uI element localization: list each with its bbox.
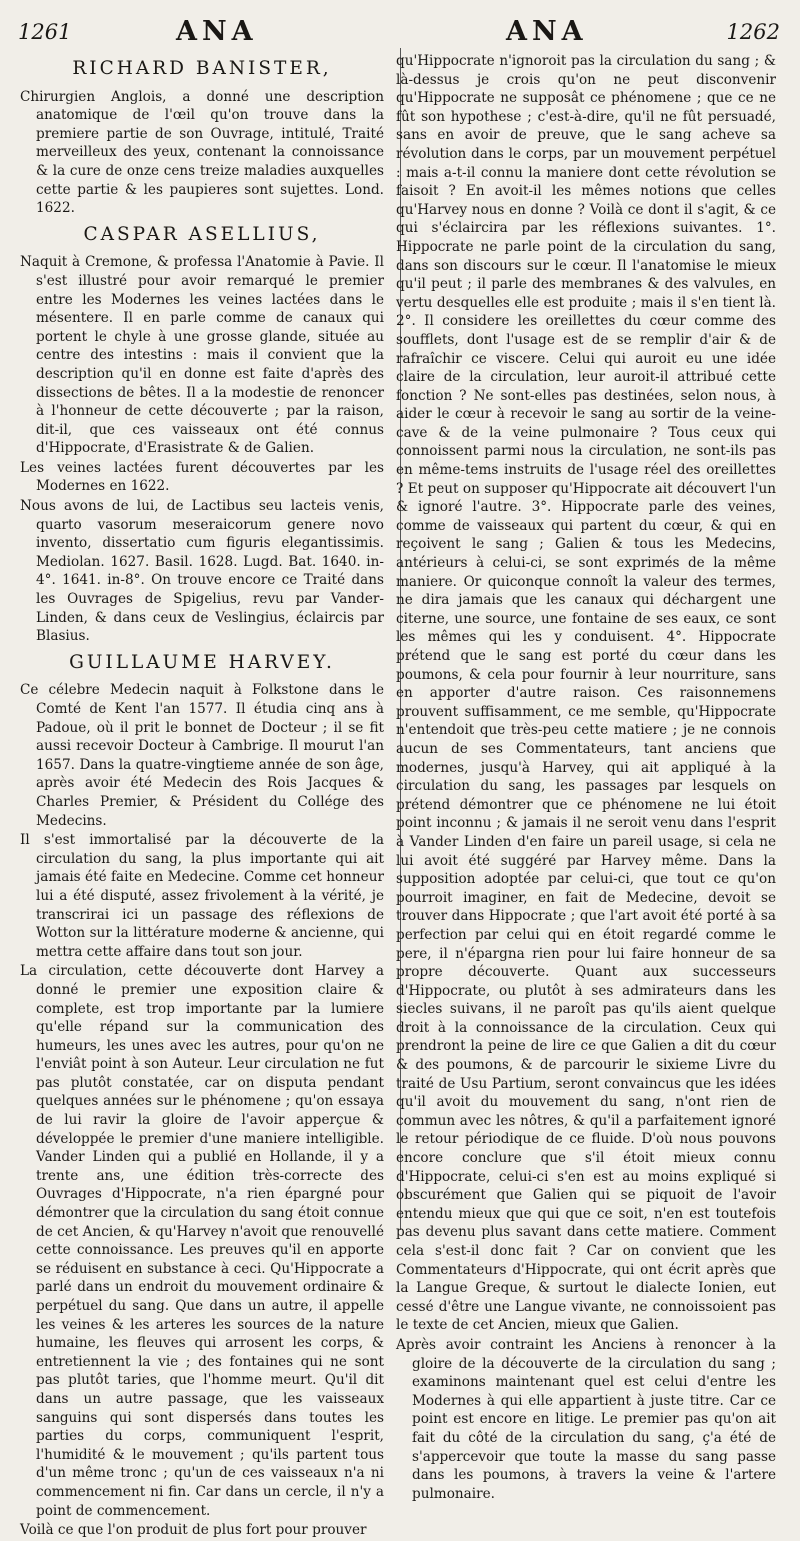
right-column <box>396 52 776 1504</box>
page-header <box>0 16 800 46</box>
paragraph-continuation: qu'Hippocrate n'ignoroit pas la circulation du sang ; & là-dessus je crois qu'on ne peut disconvenir qu'Hippocrate ne supposât ce phénomene ; que ce ne fût son hypothese ; c'est-à-dire, qu'il ne fût persuadé, sans en avoir de preuve, que le sang acheve sa révolution dans le corps, par un mouvement perpétuel : mais a-t-il connu la maniere dont cette révolution se faisoit ? En avoit-il les mêmes notions que celles qu'Harvey nous en donne ? Voilà ce dont il s'agit, & ce qui s'éclaircira par les réflexions suivantes. 1°. Hippocrate ne parle point de la circulation du sang, dans son discours sur le cœur. Il l'anatomise le mieux qu'il peut ; il parle des membranes & des valvules, en vertu desquelles elle est produite ; mais il s'en tient là. 2°. Il considere les oreillettes du cœur comme des soufflets, dont l'usage est de se remplir d'air & de rafraîchir ce viscere. Celui qui auroit eu une idée claire de la circulation, leur auroit-il attribué cette fonction ? Ne sont-elles pas destinées, selon nous, à aider le cœur à recevoir le sang au sortir de la veine-cave & de la veine pulmonaire ? Tous ceux qui connoissent parmi nous la circulation, ne sont-ils pas en même-tems instruits de l'usage réel des oreillettes ? Et peut on supposer qu'Hippocrate ait découvert l'un & ignoré l'autre. 3°. Hippocrate parle des veines, comme de vaisseaux qui partent du cœur, & qui en reçoivent le sang ; Galien & tous les Medecins, antérieurs à celui-ci, se sont exprimés de la même maniere. Or quiconque connoît la valeur des termes, ne dira jamais que les canaux qui déchargent une citerne, une source, une fontaine de ses eaux, ce sont les mêmes qui les y conduisent. 4°. Hippocrate prétend que le sang est porté du cœur dans les poumons, & cela pour fournir à leur nourriture, sans en apporter d'autre raison. Ces raisonnemens prouvent suffisamment, ce me semble, qu'Hippocrate n'entendoit que très-peu cette matiere ; je ne connois aucun de ses Commentateurs, tant anciens que modernes, jusqu'à Harvey, qui ait appliqué à la circulation du sang, les passages par lesquels on prétend démontrer que ce phénomene ne lui étoit point inconnu ; & jamais il ne seroit venu dans l'esprit à Vander Linden d'en faire un pareil usage, si cela ne lui avoit été suggéré par Harvey même. Dans la supposition adoptée par celui-ci, que tout ce qu'on pourroit imaginer, en fait de Medecine, devoit se trouver dans Hippocrate ; que l'art avoit été porté à sa perfection par celui qui en étoit regardé comme le pere, il n'épargna rien pour lui faire honneur de sa propre découverte. Quant aux successeurs d'Hippocrate, ou plutôt à ses admirateurs dans les siecles suivans, il ne paroît pas qu'ils aient quelque droit à la connoissance de la circulation. Ceux qui prendront la peine de lire ce que Galien a dit du cœur & des poumons, & de parcourir le sixieme Livre du traité de Usu Partium, seront convaincus que les idées qu'il avoit du mouvement du sang, n'ont rien de commun avec les nôtres, & qu'il a parfaitement ignoré le retour périodique de ce fluide. D'où nous pouvons encore conclure que s'il étoit mieux connu d'Hippocrate, celui-ci s'en est au moins expliqué si obscurément que Galien qui se piquoit de l'avoir entendu mieux que qui que ce soit, n'en est toutefois pas devenu plus savant dans cette matiere. Comment cela s'est-il donc fait ? Car on convient que les Commentateurs d'Hippocrate, qui ont écrit après que la Langue Greque, & surtout le dialecte Ionien, eut cessé d'être une Langue vivante, ne connoissoient pas le texte de cet Ancien, mieux que Galien. <box>396 53 776 1334</box>
paragraph-asellius-1: Naquit à Cremone, & professa l'Anatomie à Pavie. Il s'est illustré pour avoir remarqué le premier entre les Modernes les veines lactées dans le mésentere. Il en parle comme de canaux qui portent le chyle à une grosse glande, située au centre des intestins : mais il convient que la description qu'il en donne est faite d'après des dissections de bêtes. Il a la modestie de renoncer à l'honneur de cette découverte ; par la raison, dit-il, que ces vaisseaux ont été connus d'Hippocrate, d'Erasistrate & de Galien. <box>20 254 384 457</box>
left-column <box>20 52 384 1541</box>
section-heading-banister: RICHARD BANISTER, <box>72 58 332 79</box>
left-page-number: 1261 <box>18 20 72 44</box>
section-heading-asellius: CASPAR ASELLIUS, <box>83 223 321 245</box>
paragraph-harvey-1: Ce célebre Medecin naquit à Folkstone dans le Comté de Kent l'an 1577. Il étudia cinq ans à Padoue, où il prit le bonnet de Docteur ; il se fit aussi recevoir Docteur à Cambrige. Il mourut l'an 1657. Dans la quatre-vingtieme année de son âge, après avoir été Medecin des Rois Jacques & Charles Premier, & Président du Collége des Medecins. <box>20 682 384 829</box>
section-heading-harvey: GUILLAUME HARVEY. <box>69 651 335 673</box>
paragraph-harvey-4: Voilà ce que l'on produit de plus fort pour prouver <box>20 1522 367 1539</box>
paragraph-moderns: Après avoir contraint les Anciens à renoncer à la gloire de la découverte de la circulation du sang ; examinons maintenant quel est celui d'entre les Modernes à qui elle appartient à juste titre. Car ce point est encore en litige. Le premier pas qu'on ait fait du côté de la circulation du sang, ç'a été de s'appercevoir que toute la masse du sang passe dans les poumons, à travers la veine & l'artere pulmonaire. <box>396 1336 776 1502</box>
paragraph-harvey-3: La circulation, cette découverte dont Harvey a donné le premier une exposition claire & complete, est trop importante par la lumiere qu'elle répand sur la communication des humeurs, les unes avec les autres, pour qu'on ne l'enviât point à son Auteur. Leur circulation ne fut pas plutôt constatée, car on disputa pendant quelques années sur le phénomene ; qu'on essaya de lui ravir la gloire de l'avoir apperçue & développée le premier d'une maniere intelligible. Vander Linden qui a publié en Hollande, il y a trente ans, une édition très-correcte des Ouvrages d'Hippocrate, n'a rien épargné pour démontrer que la circulation du sang étoit connue de cet Ancien, & qu'Harvey n'avoit que renouvellé cette connoissance. Les preuves qu'il en apporte se réduisent en substance à ceci. Qu'Hippocrate a parlé dans un endroit du mouvement ordinaire & perpétuel du sang. Que dans un autre, il appelle les veines & les arteres les sources de la nature humaine, les fleuves qui arrosent les corps, & entretiennent la vie ; des fontaines qui ne sont pas plutôt taries, que l'homme meurt. Qu'il dit dans un autre passage, que les vaisseaux sanguins qui sont dispersés dans toutes les parties du corps, communiquent l'esprit, l'humidité & le mouvement ; qu'ils partent tous d'un même tronc ; qu'un de ces vaisseaux n'a ni commencement ni fin. Car dans un cercle, il n'y a point de commencement. <box>20 963 384 1519</box>
right-page-number: 1262 <box>726 20 780 44</box>
paragraph-asellius-3: Nous avons de lui, de Lactibus seu lacteis venis, quarto vasorum meseraicorum genere novo invento, dissertatio cum figuris elegantissimis. Mediolan. 1627. Basil. 1628. Lugd. Bat. 1640. in-4°. 1641. in-8°. On trouve encore ce Traité dans les Ouvrages de Spigelius, revu par Vander-Linden, & dans ceux de Veslingius, éclaircis par Blasius. <box>20 498 384 645</box>
paragraph-harvey-2: Il s'est immortalisé par la découverte de la circulation du sang, la plus importante qui ait jamais été faite en Medecine. Comme cet honneur lui a été disputé, assez frivolement à la vérité, je transcrirai ici un passage des réflexions de Wotton sur la littérature moderne & ancienne, qui mettra cette affaire dans tout son jour. <box>20 832 384 960</box>
left-running-head: ANA <box>176 16 258 47</box>
paragraph-asellius-2: Les veines lactées furent découvertes par les Modernes en 1622. <box>20 459 384 495</box>
paragraph-banister: Chirurgien Anglois, a donné une description anatomique de l'œil qu'on trouve dans la premiere partie de son Ouvrage, intitulé, Traité merveilleux des yeux, contenant la connoissance & la cure de onze cens treize maladies auxquelles cette partie & les paupieres sont sujettes. Lond. 1622. <box>20 88 384 217</box>
right-running-head: ANA <box>506 16 588 47</box>
